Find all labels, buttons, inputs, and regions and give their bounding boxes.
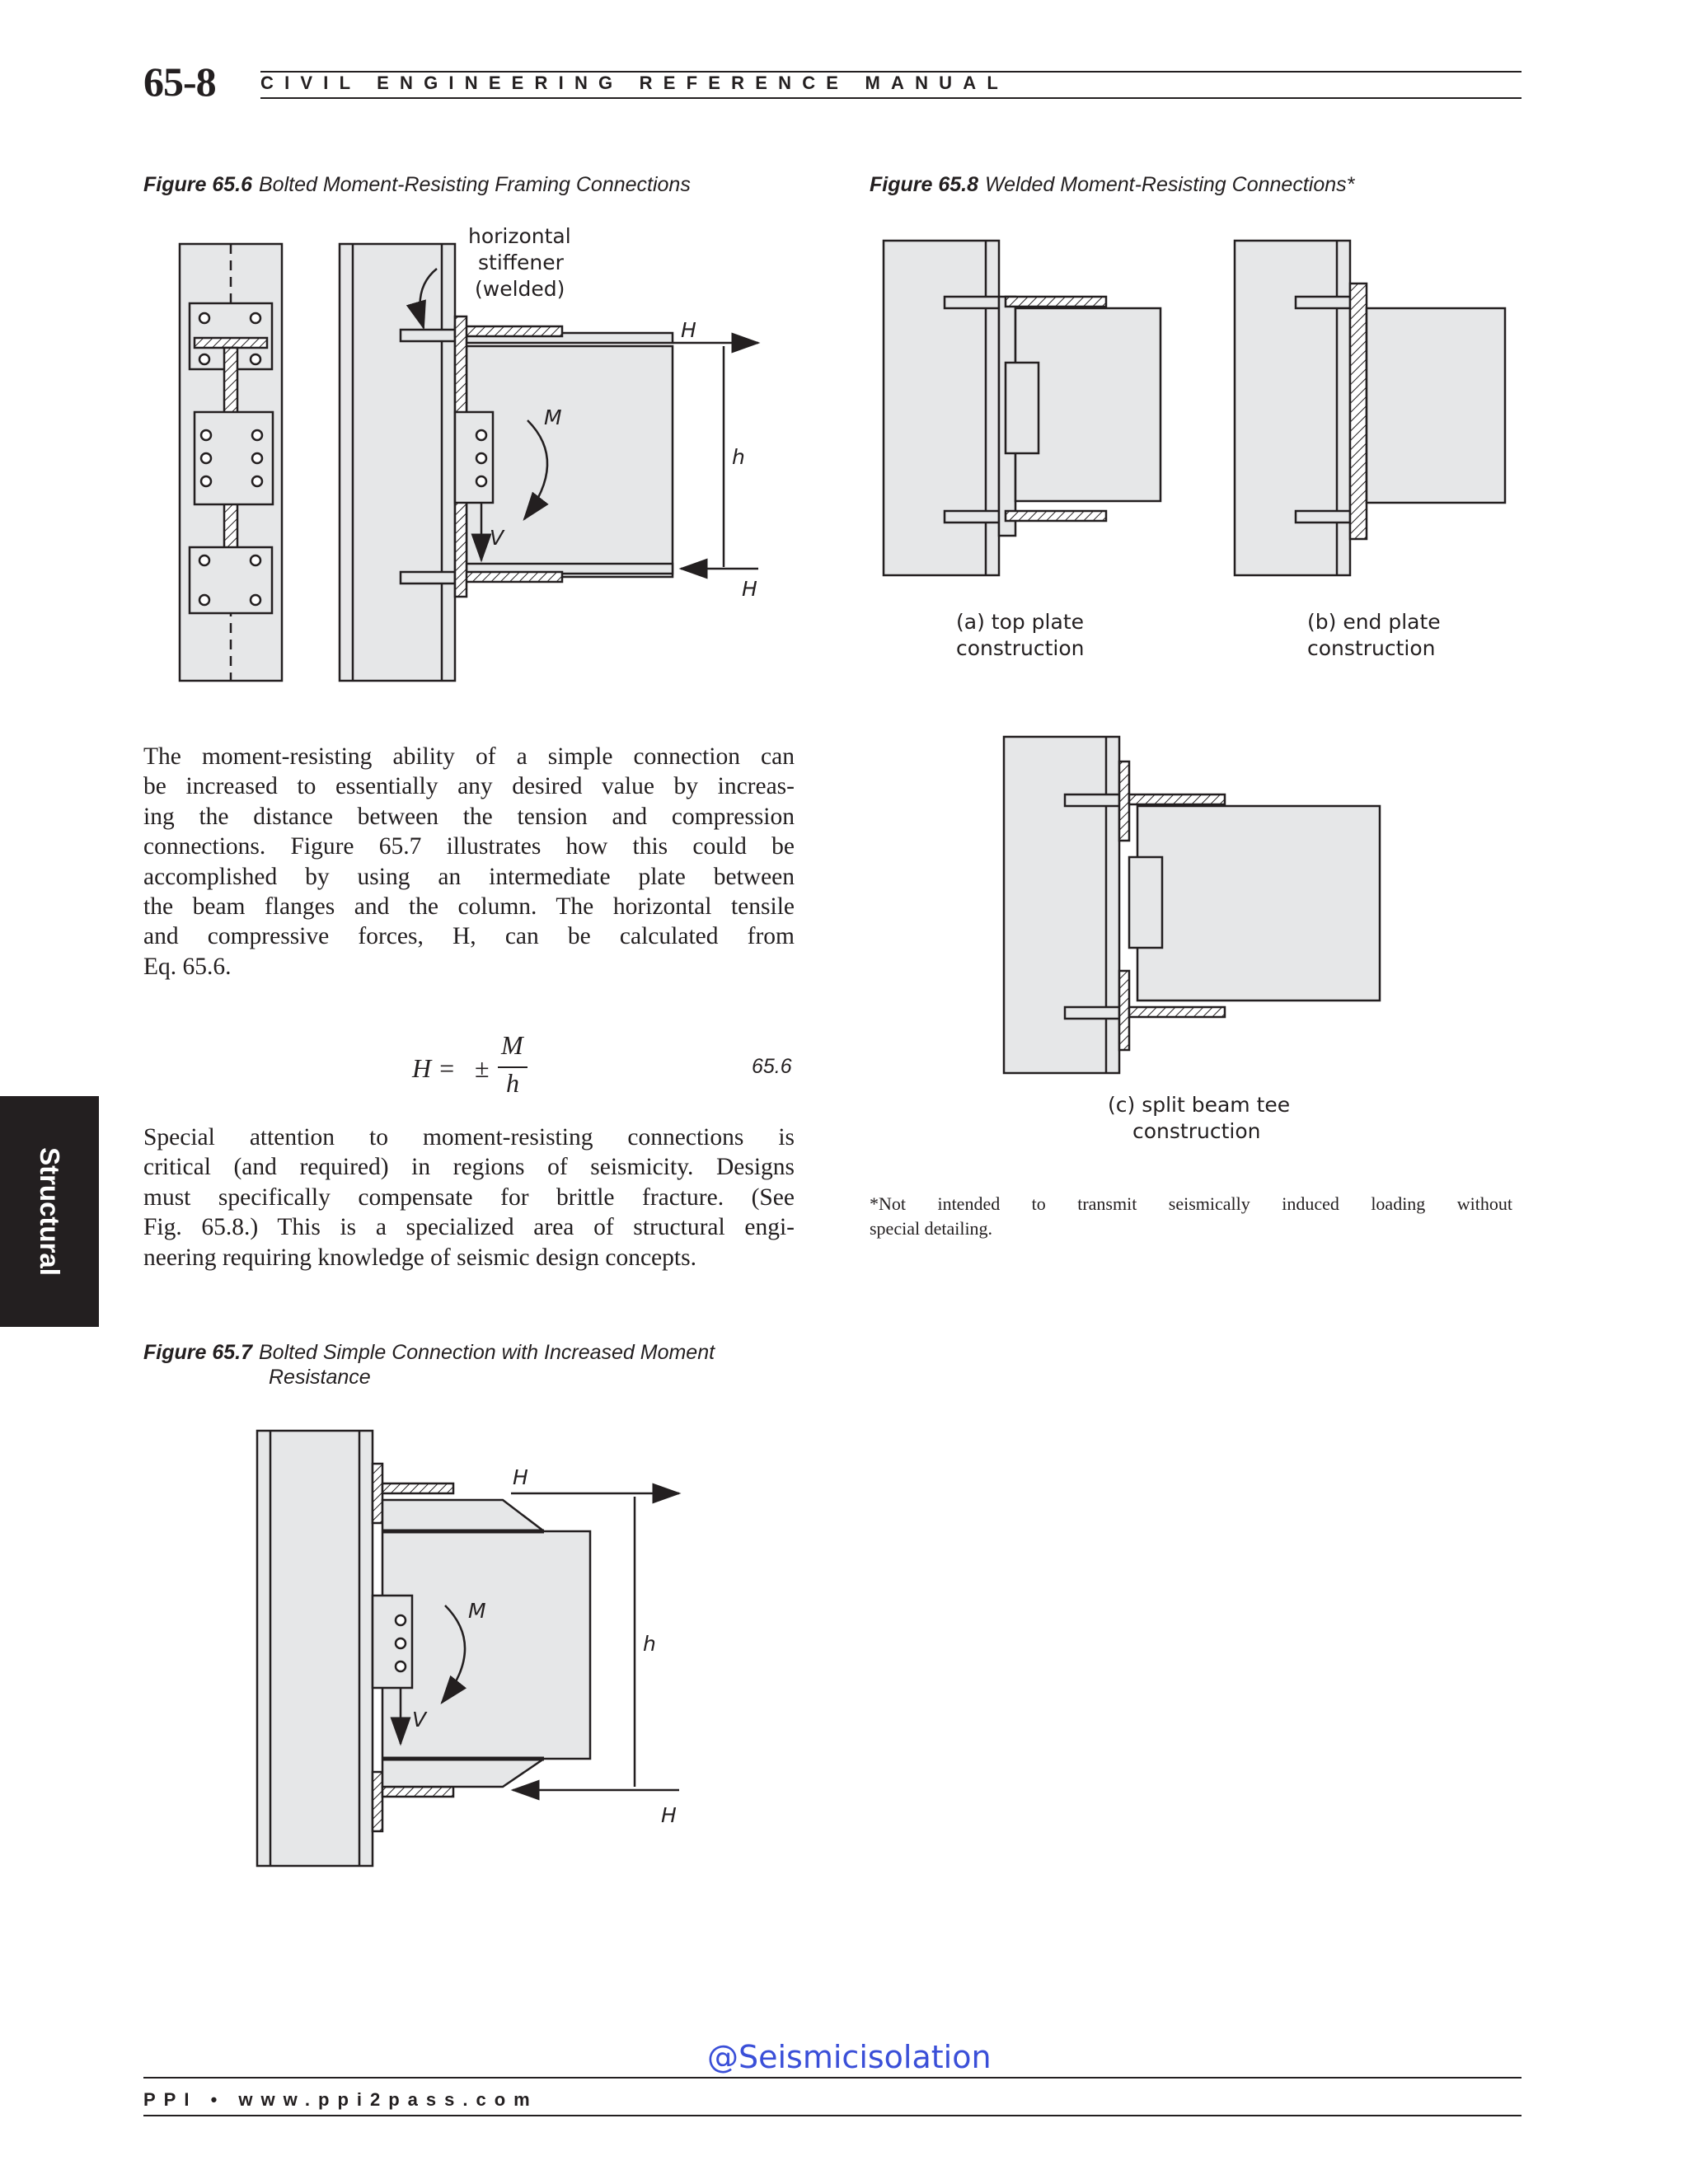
- section-tab-label: Structural: [35, 1147, 65, 1276]
- shear-V: V: [490, 526, 504, 550]
- figure-title-line2: Resistance: [269, 1366, 371, 1389]
- text-line: and compressive forces, H, can be calculated from: [143, 923, 795, 950]
- text-line: must specifically compensate for brittle fracture. (See: [143, 1183, 795, 1211]
- page-number: 65-8: [143, 59, 216, 105]
- text-line: the beam flanges and the column. The horizontal tensile: [143, 893, 795, 921]
- equation-denominator: h: [506, 1068, 519, 1098]
- stiffener-label-line2: stiffener: [478, 251, 564, 274]
- text-line: neering requiring knowledge of seismic design concepts.: [143, 1244, 696, 1271]
- force-H-top: H: [681, 318, 696, 342]
- text-line: connections. Figure 65.7 illustrates how this could be: [143, 833, 795, 860]
- equation-pm: ±: [475, 1053, 490, 1083]
- moment-M: M: [468, 1599, 486, 1623]
- equation-numerator: M: [501, 1030, 523, 1060]
- footer-text: PPI • www.ppi2pass.com: [143, 2089, 538, 2110]
- footer-rule-bottom: [143, 2115, 1522, 2116]
- running-title: CIVIL ENGINEERING REFERENCE MANUAL: [260, 73, 1009, 93]
- stiffener-label-line1: horizontal: [468, 224, 571, 248]
- text-line: accomplished by using an intermediate plate between: [143, 863, 795, 890]
- text-line: critical (and required) in regions of seismicity. Designs: [143, 1154, 795, 1181]
- moment-M: M: [544, 405, 562, 429]
- force-H-top: H: [513, 1465, 528, 1489]
- figure-number: Figure 65.7: [143, 1341, 252, 1364]
- force-H-bottom: H: [661, 1803, 677, 1827]
- footer-rule-top: [143, 2077, 1522, 2079]
- subfig-a-label-line2: construction: [956, 636, 1085, 660]
- subfig-b-label-line1: (b) end plate: [1307, 610, 1441, 634]
- lever-arm-h: h: [643, 1632, 656, 1656]
- equation-number: 65.6: [752, 1055, 792, 1078]
- equation-lhs: H =: [412, 1053, 456, 1083]
- lever-arm-h: h: [732, 445, 745, 469]
- shear-V: V: [412, 1708, 427, 1732]
- footnote-line2: special detailing.: [870, 1218, 993, 1239]
- text-line: be increased to essentially any desired value by increas-: [143, 773, 795, 800]
- figure-number: Figure 65.6: [143, 173, 252, 196]
- subfig-c-label-line2: construction: [1132, 1119, 1261, 1143]
- stiffener-label-line3: (welded): [475, 277, 565, 301]
- figure-title-line1: Bolted Simple Connection with Increased Moment: [259, 1341, 715, 1364]
- text-line: Special attention to moment-resisting connections is: [143, 1124, 795, 1151]
- text-line: The moment-resisting ability of a simple connection can: [143, 743, 795, 770]
- subfig-b-label-line2: construction: [1307, 636, 1436, 660]
- column-and-beam: [257, 1431, 590, 1866]
- figure-title: Welded Moment-Resisting Connections*: [985, 173, 1355, 196]
- text-line: Fig. 65.8.) This is a specialized area of structural engi-: [143, 1214, 795, 1241]
- subfig-c-label-line1: (c) split beam tee: [1108, 1093, 1291, 1117]
- text-line: Eq. 65.6.: [143, 953, 232, 980]
- watermark: @Seismicisolation: [707, 2039, 992, 2075]
- text-line: ing the distance between the tension and compression: [143, 803, 795, 830]
- figure-title: Bolted Moment-Resisting Framing Connections: [259, 173, 691, 196]
- force-H-bottom: H: [742, 577, 757, 601]
- subfig-a-label-line1: (a) top plate: [956, 610, 1085, 634]
- footnote-line1: *Not intended to transmit seismically induced loading without: [870, 1193, 1512, 1214]
- figure-number: Figure 65.8: [870, 173, 978, 196]
